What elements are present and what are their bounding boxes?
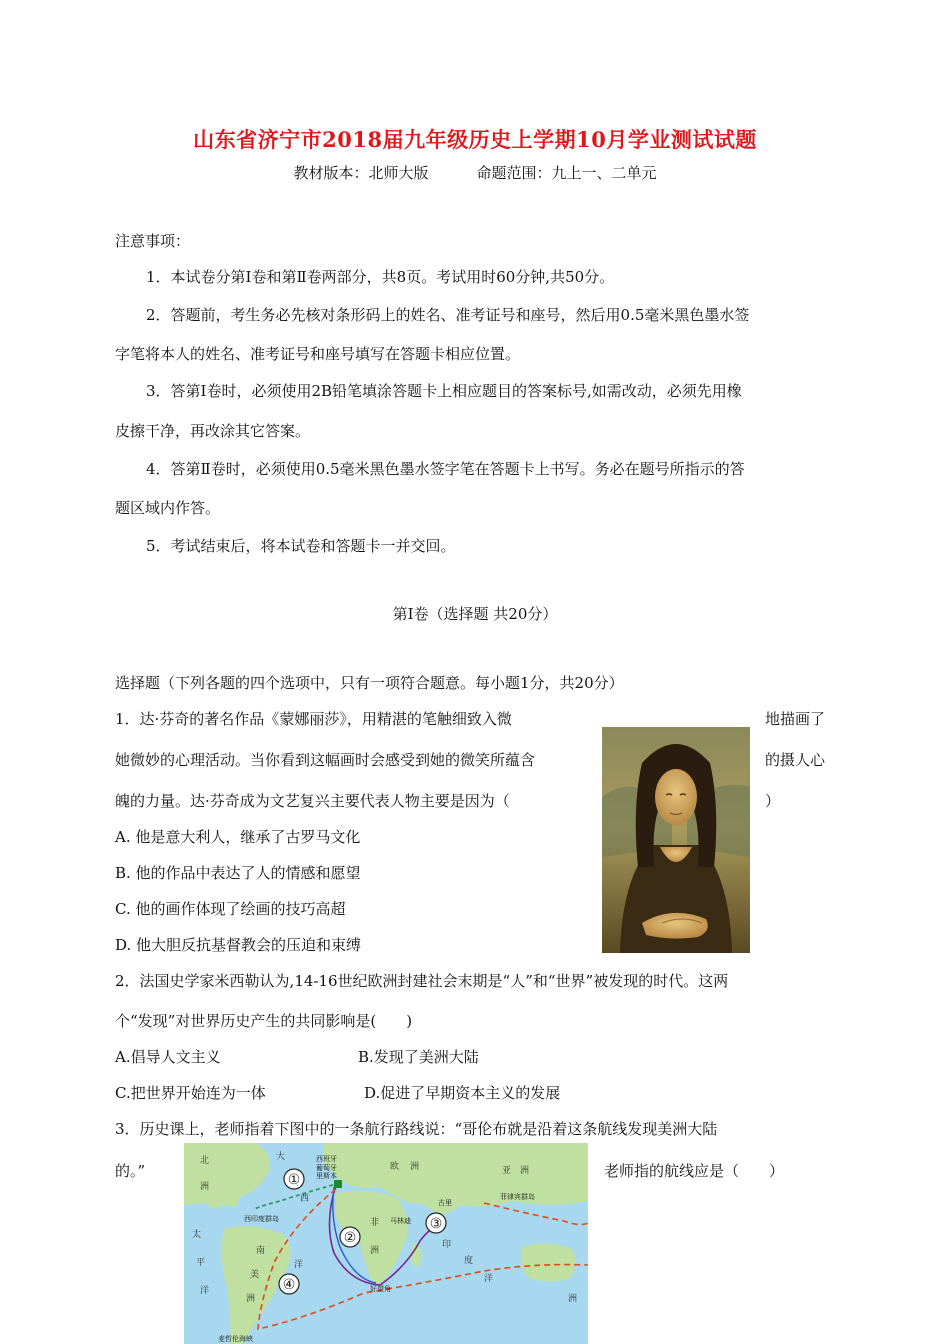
note-2-line-1: 2．答题前，考生务必先核对条形码上的姓名、准考证号和座号，然后用0.5毫米黑色墨水签	[146, 306, 750, 324]
q1-option-b: B. 他的作品中表达了人的情感和愿望	[115, 864, 361, 882]
note-5: 5．考试结束后，将本试卷和答题卡一并交回。	[146, 537, 456, 555]
note-3-line-1: 3．答第Ⅰ卷时，必须使用2B铅笔填涂答题卡上相应题目的答案标号,如需改动，必须先用橡	[146, 382, 742, 400]
label-atlantic-1: 大	[276, 1152, 286, 1162]
label-caribbean: 西印度群岛	[244, 1215, 279, 1223]
label-sa-3: 洲	[246, 1294, 256, 1304]
q1-option-c: C. 他的画作体现了绘画的技巧高超	[115, 900, 346, 918]
label-indian-1: 印	[442, 1240, 452, 1250]
label-atlantic-2: 西	[300, 1194, 310, 1204]
q2-option-a: A.倡导人文主义	[115, 1048, 221, 1066]
q3-line-2-right: 老师指的航线应是（ ）	[604, 1162, 785, 1180]
route-2-number: ②	[343, 1230, 357, 1246]
scope-info: 命题范围：九上一、二单元	[476, 164, 657, 182]
q2-line-2: 个“发现”对世界历史产生的共同影响是( )	[115, 1012, 413, 1030]
note-4-line-2: 题区域内作答。	[115, 499, 221, 517]
label-magellan: 麦哲伦海峡	[218, 1335, 253, 1343]
label-af-2: 洲	[370, 1246, 380, 1256]
q3-line-2: 的。”	[115, 1162, 146, 1180]
label-na-1: 北	[200, 1156, 210, 1166]
subtitle	[0, 162, 950, 183]
label-portugal: 葡萄牙	[316, 1164, 337, 1172]
note-1: 1．本试卷分第Ⅰ卷和第Ⅱ卷两部分，共8页。考试用时60分钟,共50分。	[146, 268, 615, 286]
q1-line-3-right: ）	[765, 792, 781, 810]
label-philippines: 菲律宾群岛	[500, 1193, 535, 1201]
label-sa-1: 南	[256, 1246, 266, 1256]
section-title: 第Ⅰ卷（选择题 共20分）	[392, 605, 558, 623]
q1-option-d: D. 他大胆反抗基督教会的压迫和束缚	[115, 936, 362, 954]
iberia-marker	[334, 1180, 342, 1188]
label-sa-2: 美	[250, 1270, 260, 1280]
q3-line-1: 3．历史课上，老师指着下图中的一条航行路线说：“哥伦布就是沿着这条航线发现美洲大陆	[115, 1120, 718, 1138]
q2-line-1: 2．法国史学家米西勒认为,14-16世纪欧洲封建社会末期是“人”和“世界”被发现的时代。这两	[115, 972, 729, 990]
label-goodhope: 好望角	[370, 1285, 391, 1293]
route-4-number: ④	[282, 1277, 296, 1293]
label-lisbon: 里斯本	[316, 1172, 337, 1180]
q1-line-1-right: 地描画了	[765, 710, 826, 728]
section-instruction: 选择题（下列各题的四个选项中，只有一项符合题意。每小题1分，共20分）	[115, 674, 624, 692]
q1-line-2-right: 的摄人心	[765, 751, 826, 769]
label-spain: 西班牙	[316, 1155, 337, 1163]
label-as-2: 洲	[520, 1166, 530, 1176]
q2-option-b: B.发现了美洲大陆	[358, 1048, 479, 1066]
label-eu-1: 欧	[390, 1162, 400, 1172]
label-au: 洲	[568, 1294, 578, 1304]
q2-option-c: C.把世界开始连为一体	[115, 1084, 266, 1102]
label-calicut: 古里	[438, 1199, 452, 1207]
note-2-line-2: 字笔将本人的姓名、准考证号和座号填写在答题卡相应位置。	[115, 345, 521, 363]
mona-lisa-painting	[602, 727, 750, 953]
q1-line-3: 魄的力量。达·芬奇成为文艺复兴主要代表人物主要是因为（	[115, 792, 510, 810]
label-indian-2: 度	[464, 1256, 474, 1266]
q1-line-1: 1．达·芬奇的著名作品《蒙娜丽莎》，用精湛的笔触细致入微	[115, 710, 512, 728]
label-indian-3: 洋	[484, 1274, 494, 1284]
label-pacific-3: 洋	[200, 1286, 210, 1296]
label-as-1: 亚	[502, 1166, 512, 1176]
q2-option-d: D.促进了早期资本主义的发展	[364, 1084, 561, 1102]
label-na-2: 洲	[200, 1182, 210, 1192]
label-af-1: 非	[370, 1218, 380, 1228]
edition-info: 教材版本：北师大版	[293, 164, 429, 182]
notes-heading: 注意事项：	[115, 232, 191, 250]
voyage-routes-map	[184, 1143, 588, 1344]
label-eu-2: 洲	[410, 1162, 420, 1172]
page-title: 山东省济宁市2018届九年级历史上学期10月学业测试试题	[193, 127, 757, 152]
label-atlantic-3: 洋	[294, 1260, 304, 1270]
label-pacific-1: 太	[192, 1230, 202, 1240]
note-4-line-1: 4．答第Ⅱ卷时，必须使用0.5毫米黑色墨水签字笔在答题卡上书写。务必在题号所指示的答	[146, 460, 745, 478]
q1-option-a: A. 他是意大利人，继承了古罗马文化	[115, 828, 361, 846]
note-3-line-2: 皮擦干净，再改涂其它答案。	[115, 422, 311, 440]
australia-land	[521, 1243, 575, 1281]
q1-line-2: 她微妙的心理活动。当你看到这幅画时会感受到她的微笑所蕴含	[115, 751, 536, 769]
label-malindi: 马林迪	[390, 1217, 411, 1225]
label-pacific-2: 平	[196, 1258, 206, 1268]
route-1-number: ①	[287, 1172, 301, 1188]
route-3-number: ③	[429, 1216, 443, 1232]
